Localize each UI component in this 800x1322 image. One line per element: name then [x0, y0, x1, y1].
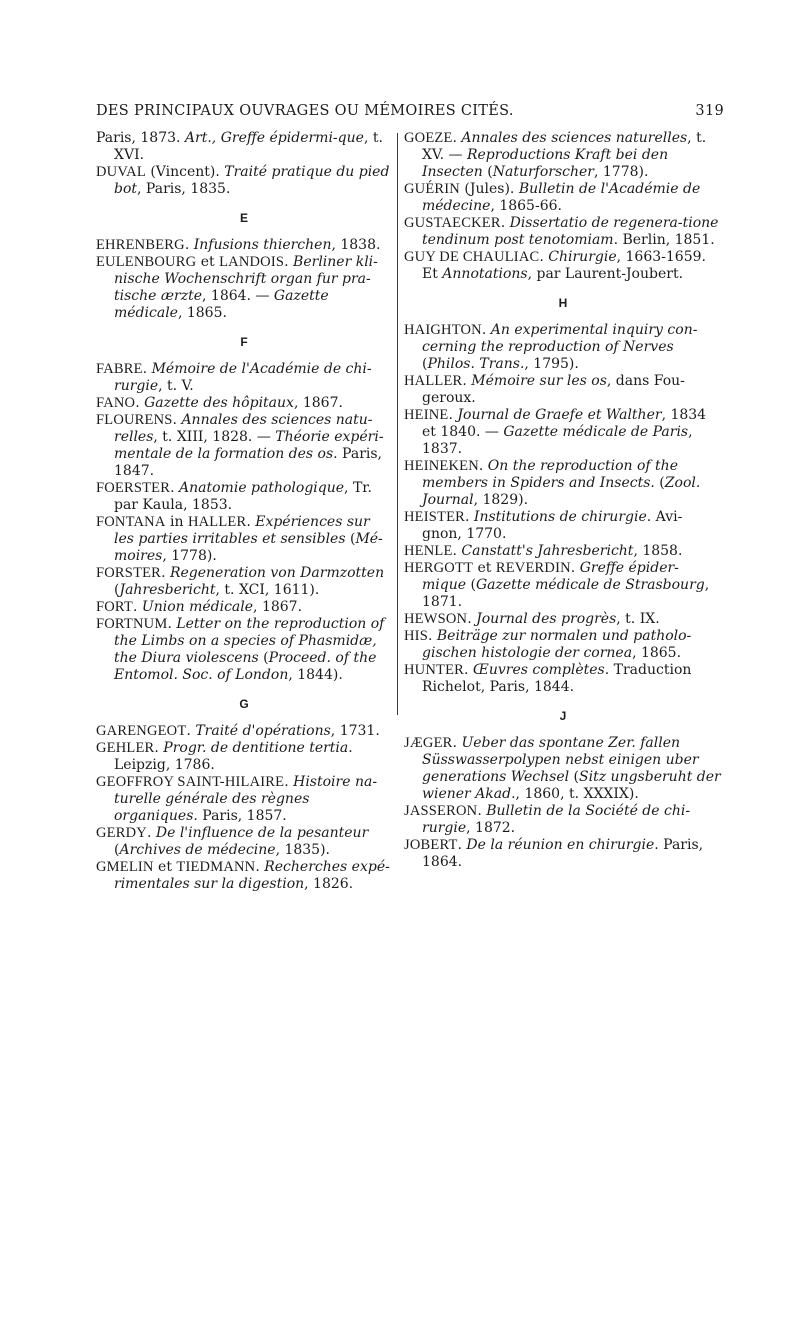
entry-title: Beiträge zur normalen und patholo-gischen histologie der cornea — [422, 628, 692, 661]
entry-text: , 1829). — [473, 492, 529, 508]
bibliography-entry — [404, 611, 722, 628]
entry-text: (Vincent). — [145, 164, 225, 180]
entry-title: Recherches expé-rimentales sur la digestion — [114, 859, 390, 892]
bibliography-entry — [404, 407, 722, 458]
entry-title: Traité pratique du pied bot — [114, 164, 390, 197]
author-name: GEOFFROY SAINT-HILAIRE — [96, 774, 285, 790]
entry-text: . — [539, 249, 549, 265]
author-name: FORTNUM — [96, 616, 168, 632]
bibliography-entry — [404, 322, 722, 373]
entry-text: in — [165, 514, 188, 530]
entry-text: . — [135, 395, 145, 411]
entry-title: Sitz ungsberuht der wiener Akad. — [422, 769, 721, 802]
bibliography-entry — [96, 723, 392, 740]
entry-text: , 1865-66. — [490, 198, 562, 214]
author-name: FABRE — [96, 361, 143, 377]
entry-text: . ( — [650, 475, 665, 491]
entry-title: Gazette médicale de Paris — [503, 424, 689, 440]
entry-title: Canstatt's Jahresbericht — [461, 543, 634, 559]
entry-title: Traité d'opérations — [195, 723, 331, 739]
bibliography-entry — [96, 130, 392, 164]
entry-title: Expériences sur les parties irritables et sensibles — [114, 514, 370, 547]
author-name: DUVAL — [96, 164, 146, 180]
section-letter: E — [239, 211, 248, 225]
entry-title: Journal des progrès — [476, 611, 617, 627]
entry-text: et — [153, 859, 177, 875]
entry-title: Regeneration von Darmzotten — [169, 565, 385, 581]
entry-title: Mémoire de l'Académie de chi-rurgie — [114, 361, 372, 394]
author-name: GUY DE CHAULIAC — [404, 249, 540, 265]
left-column — [96, 130, 392, 893]
entry-text: Leipzig, 1786. — [114, 757, 215, 773]
bibliography-entry — [96, 237, 392, 254]
bibliography-entry — [404, 215, 722, 249]
bibliography-entry — [96, 565, 392, 599]
entry-text: . Berlin, 1851. — [613, 232, 715, 248]
entry-text: , 1663-1659. Et — [422, 249, 706, 282]
bibliography-entry — [404, 803, 722, 837]
bibliography-entry — [96, 412, 392, 480]
entry-text: ( — [482, 164, 493, 180]
entry-title: Proceed. of the Entomol. Soc. of London — [114, 650, 377, 683]
bibliography-entry — [404, 249, 722, 283]
entry-text: . — [146, 825, 156, 841]
section-letter: H — [558, 296, 568, 310]
entry-text: . — [427, 628, 437, 644]
bibliography-entry — [96, 825, 392, 859]
entry-title: Annotations — [442, 266, 528, 282]
bibliography-entry — [96, 514, 392, 565]
entry-title: Reproductions Kraft bei den Insecten — [422, 147, 669, 180]
entry-text: . — [477, 803, 487, 819]
entry-text: ( — [466, 577, 476, 593]
entry-title: Gazette des hôpitaux — [144, 395, 294, 411]
entry-text: . — [500, 215, 510, 231]
bibliography-entry — [96, 740, 392, 774]
entry-text: , 1858. — [633, 543, 683, 559]
entry-text: . — [284, 254, 294, 270]
entry-text: . — [186, 723, 196, 739]
entry-text: . — [481, 322, 491, 338]
entry-title: Infusions thierchen — [193, 237, 332, 253]
section-letter: G — [239, 697, 249, 711]
author-name: HUNTER — [404, 662, 465, 678]
entry-title: Art., Greffe épidermi-que — [184, 130, 364, 146]
entry-title: Anatomie pathologique — [179, 480, 345, 496]
entry-text: ( — [422, 356, 428, 372]
entry-text: . — [154, 740, 164, 756]
entry-title: Union médicale — [141, 599, 254, 615]
entry-text: . — [170, 480, 180, 496]
entry-title: Dissertatio de regenera-tione tendinum post tenotomiam — [422, 215, 719, 248]
entry-text: , Paris, 1835. — [137, 181, 231, 197]
entry-text: Paris, 1873. — [96, 130, 185, 146]
author-name: GARENGEOT — [96, 723, 187, 739]
entry-text: , 1778). — [162, 548, 217, 564]
entry-text: ( — [569, 769, 580, 785]
author-name: REVERDIN — [495, 560, 571, 576]
bibliography-entry — [96, 616, 392, 684]
entry-title: De la réunion en chirurgie — [466, 837, 655, 853]
entry-text: (Jules). — [459, 181, 519, 197]
author-name: HENLE — [404, 543, 453, 559]
entry-text: . — [172, 412, 182, 428]
bibliography-entry — [404, 543, 722, 560]
entry-text: . — [478, 458, 488, 474]
entry-text: . — [246, 514, 256, 530]
entry-title: Œuvres complètes — [472, 662, 605, 678]
entry-text: , 1864. — — [202, 288, 274, 304]
author-name: HIS — [404, 628, 428, 644]
entry-title: Philos. Trans. — [427, 356, 525, 372]
author-name: FANO — [96, 395, 136, 411]
author-name: GUÉRIN — [404, 181, 460, 197]
bibliography-entry — [404, 662, 722, 696]
section-letter: F — [240, 335, 248, 349]
author-name: HALLER — [404, 373, 463, 389]
entry-text: . — [467, 611, 477, 627]
entry-text: , 1837. — [422, 424, 693, 457]
entry-title: Zool. Journal — [422, 475, 701, 508]
entry-text: . — [452, 130, 462, 146]
author-name: GEHLER — [96, 740, 155, 756]
entry-text: ( — [114, 842, 120, 858]
entry-text: , t. XCI, 1611). — [215, 582, 320, 598]
entry-title: Annales des sciences natu-relles — [114, 412, 373, 445]
bibliography-entry — [404, 373, 722, 407]
entry-text: . — [448, 407, 458, 423]
entry-text: , 1731. — [330, 723, 380, 739]
entry-text: . — [142, 361, 152, 377]
author-name: HEISTER — [404, 509, 466, 525]
entry-text: ( — [345, 531, 356, 547]
bibliography-entry — [404, 458, 722, 509]
author-name: FONTANA — [96, 514, 166, 530]
entry-text: , dans Fou-geroux. — [422, 373, 685, 406]
right-column — [404, 130, 722, 871]
entry-text: et — [473, 560, 496, 576]
entry-text: , 1844). — [288, 667, 343, 683]
entry-title: De l'influence de la pesanteur — [155, 825, 369, 841]
header-title: DES PRINCIPAUX OUVRAGES OU MÉMOIRES CITÉS. — [96, 103, 514, 119]
bibliography-entry — [96, 254, 392, 322]
entry-text: , 1826. — [304, 876, 354, 892]
entry-title: On the reproduction of the members in Spiders and Insects — [422, 458, 678, 491]
entry-title: Ueber das spontane Zer. fallen Süsswasserpolypen nebst einigen uber generations Wechsel — [422, 735, 699, 785]
entry-title: Théorie expéri-mentale de la formation des os — [114, 429, 384, 462]
entry-text: , t. XV. — — [422, 130, 707, 163]
author-name: JÆGER — [404, 735, 453, 751]
entry-text: . Traduction Richelot, Paris, 1844. — [422, 662, 692, 695]
entry-text: . — [457, 837, 467, 853]
entry-text: . — [570, 560, 580, 576]
entry-text: , t. IX. — [616, 611, 660, 627]
entry-title: Mé-moires — [114, 531, 383, 564]
author-name: EHRENBERG — [96, 237, 185, 253]
entry-text: , 1867. — [253, 599, 303, 615]
bibliography-entry — [404, 130, 722, 181]
entry-text: , 1778). — [593, 164, 649, 180]
entry-title: Naturforscher — [492, 164, 594, 180]
entry-title: Gazette médicale de Strasbourg — [475, 577, 705, 593]
entry-title: Annales des sciences naturelles — [461, 130, 688, 146]
entry-text: , t. XIII, 1828. — — [153, 429, 276, 445]
entry-text: ( — [114, 582, 120, 598]
entry-text: , 1835). — [275, 842, 331, 858]
entry-text: . — [464, 662, 473, 678]
entry-text: et — [196, 254, 220, 270]
bibliography-entry — [404, 560, 722, 611]
bibliography-entry — [96, 774, 392, 825]
entry-text: . — [462, 373, 472, 389]
entry-text: , 1872. — [466, 820, 516, 836]
entry-text: . — [452, 735, 462, 751]
bibliography-entry — [96, 480, 392, 514]
entry-text: , Tr. par Kaula, 1853. — [114, 480, 372, 513]
entry-title: An experimental inquiry con-cerning the reproduction of Nerves — [422, 322, 698, 355]
author-name: HAIGHTON — [404, 322, 482, 338]
bibliography-entry — [404, 181, 722, 215]
entry-text: Paris, 1857. — [197, 808, 287, 824]
entry-text: , 1834 et 1840. — — [422, 407, 707, 440]
author-name: GOEZE — [404, 130, 453, 146]
entry-text: , par Laurent-Joubert. — [527, 266, 684, 282]
entry-title: Gazette médicale — [114, 288, 329, 321]
author-name: LANDOIS — [219, 254, 285, 270]
bibliography-entry — [404, 628, 722, 662]
bibliography-entry — [404, 837, 722, 871]
author-name: FORSTER — [96, 565, 162, 581]
entry-title: Journal de Graefe et Walther — [457, 407, 662, 423]
entry-text: , 1871. — [422, 577, 710, 610]
entry-text: . — [452, 543, 462, 559]
author-name: FOERSTER — [96, 480, 171, 496]
entry-title: Chirurgie — [548, 249, 617, 265]
entry-title: Letter on the reproduction of the Limbs on a species of Phasmidæ, the Diura violescens — [114, 616, 385, 666]
entry-text: . — [284, 774, 294, 790]
bibliography-entry — [404, 509, 722, 543]
author-name: GMELIN — [96, 859, 154, 875]
entry-text: , t. V. — [158, 378, 194, 394]
bibliography-entry — [404, 735, 722, 803]
entry-text: . — [167, 616, 177, 632]
author-name: HERGOTT — [404, 560, 474, 576]
bibliography-entry — [96, 164, 392, 198]
bibliography-entry — [96, 599, 392, 616]
author-name: FORT — [96, 599, 133, 615]
entry-title: Mémoire sur les os — [471, 373, 607, 389]
entry-title: Histoire na-turelle générale des règnes organiques. — [114, 774, 378, 824]
entry-text: . — [161, 565, 170, 581]
author-name: TIEDMANN — [176, 859, 256, 875]
author-name: GUSTAECKER — [404, 215, 501, 231]
entry-text: , 1867. — [293, 395, 343, 411]
bibliography-entry — [96, 395, 392, 412]
author-name: JASSERON — [404, 803, 478, 819]
entry-text: . Paris, 1847. — [114, 446, 382, 479]
entry-text: , t. XVI. — [114, 130, 383, 163]
author-name: EULENBOURG — [96, 254, 197, 270]
section-letter: J — [559, 709, 567, 723]
author-name: HEWSON — [404, 611, 468, 627]
entry-title: Institutions de chirurgie — [473, 509, 647, 525]
entry-title: Bulletin de la Société de chi-rurgie — [422, 803, 691, 836]
bibliography-entry — [96, 361, 392, 395]
page-number: 319 — [695, 103, 724, 119]
entry-text: , 1860, t. XXXIX). — [515, 786, 639, 802]
entry-text: . Paris, 1864. — [422, 837, 704, 870]
entry-text: , 1865. — [632, 645, 682, 661]
entry-title: Berliner kli-nische Wochenschrift organ fur pra-tische ærzte — [114, 254, 378, 304]
bibliography-entry — [96, 859, 392, 893]
column-divider — [397, 133, 398, 715]
author-name: HEINEKEN — [404, 458, 479, 474]
entry-title: Jahresbericht — [119, 582, 216, 598]
author-name: JOBERT — [404, 837, 458, 853]
entry-text: . — [133, 599, 142, 615]
author-name: GERDY — [96, 825, 147, 841]
entry-text: ( — [258, 650, 269, 666]
entry-text: , 1865. — [177, 305, 227, 321]
entry-text: . — [465, 509, 474, 525]
entry-title: Progr. de dentitione tertia. — [163, 740, 353, 756]
entry-title: Greffe épider-mique — [422, 560, 679, 593]
author-name: HEINE — [404, 407, 449, 423]
entry-text: , 1838. — [331, 237, 381, 253]
entry-title: Bulletin de l'Académie de médecine — [422, 181, 701, 214]
entry-text: . Avi-gnon, 1770. — [422, 509, 683, 542]
entry-text: . — [184, 237, 194, 253]
entry-text: . — [255, 859, 265, 875]
entry-title: Archives de médecine — [119, 842, 276, 858]
entry-text: , 1795). — [524, 356, 579, 372]
author-name: FLOURENS — [96, 412, 173, 428]
author-name: HALLER — [187, 514, 247, 530]
